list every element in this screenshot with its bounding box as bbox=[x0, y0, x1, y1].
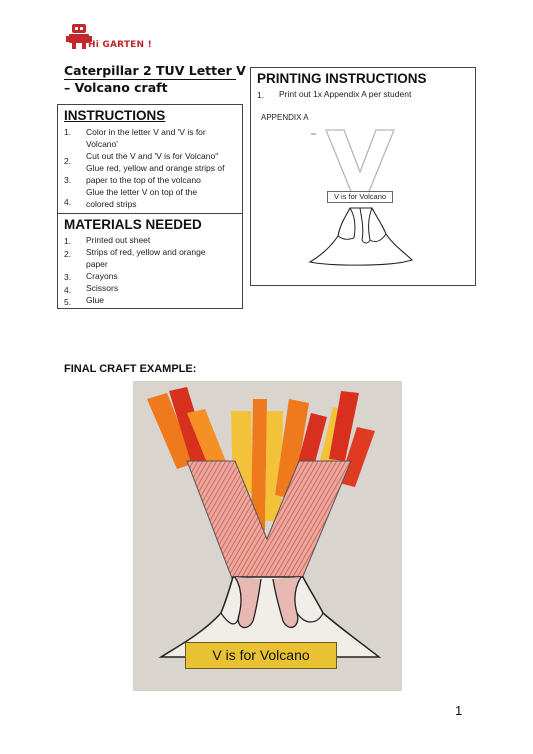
brand-logo-text: Hi GARTEN ! bbox=[88, 40, 152, 50]
printing-number: 1. bbox=[257, 90, 265, 100]
instruction-number: 4. bbox=[64, 197, 72, 207]
instructions-heading: INSTRUCTIONS bbox=[64, 108, 166, 123]
instruction-item: Glue the letter V on top of the colored strips bbox=[86, 187, 198, 209]
instruction-number: 3. bbox=[64, 175, 72, 185]
instruction-number: 2. bbox=[64, 156, 72, 166]
material-item: Scissors bbox=[86, 283, 119, 293]
material-number: 3. bbox=[64, 272, 72, 282]
page-title: Caterpillar 2 TUV Letter V – Volcano craft bbox=[64, 63, 246, 95]
printing-heading: PRINTING INSTRUCTIONS bbox=[257, 71, 427, 86]
robot-logo-icon bbox=[64, 22, 154, 56]
instruction-item: Cut out the V and 'V is for Volcano" bbox=[86, 151, 219, 161]
material-number: 2. bbox=[64, 249, 72, 259]
instruction-number: 1. bbox=[64, 127, 72, 137]
material-number: 5. bbox=[64, 297, 72, 307]
material-number: 4. bbox=[64, 285, 72, 295]
material-item: Glue bbox=[86, 295, 104, 305]
title-underline bbox=[64, 79, 236, 80]
material-item: Strips of red, yellow and orange paper bbox=[86, 247, 206, 269]
instruction-item: Glue red, yellow and orange strips of paper to the top of the volcano bbox=[86, 163, 225, 185]
printing-item: Print out 1x Appendix A per student bbox=[279, 89, 412, 99]
instruction-item: Color in the letter V and 'V is for Volcano' bbox=[86, 127, 206, 149]
appendix-caption: V is for Volcano bbox=[327, 191, 393, 203]
craft-caption-label: V is for Volcano bbox=[185, 642, 337, 669]
final-craft-heading: FINAL CRAFT EXAMPLE: bbox=[64, 363, 197, 375]
material-item: Crayons bbox=[86, 271, 118, 281]
material-number: 1. bbox=[64, 236, 72, 246]
appendix-label: APPENDIX A bbox=[261, 113, 309, 122]
page-number: 1 bbox=[455, 703, 463, 718]
materials-heading: MATERIALS NEEDED bbox=[64, 217, 202, 232]
material-item: Printed out sheet bbox=[86, 235, 151, 245]
